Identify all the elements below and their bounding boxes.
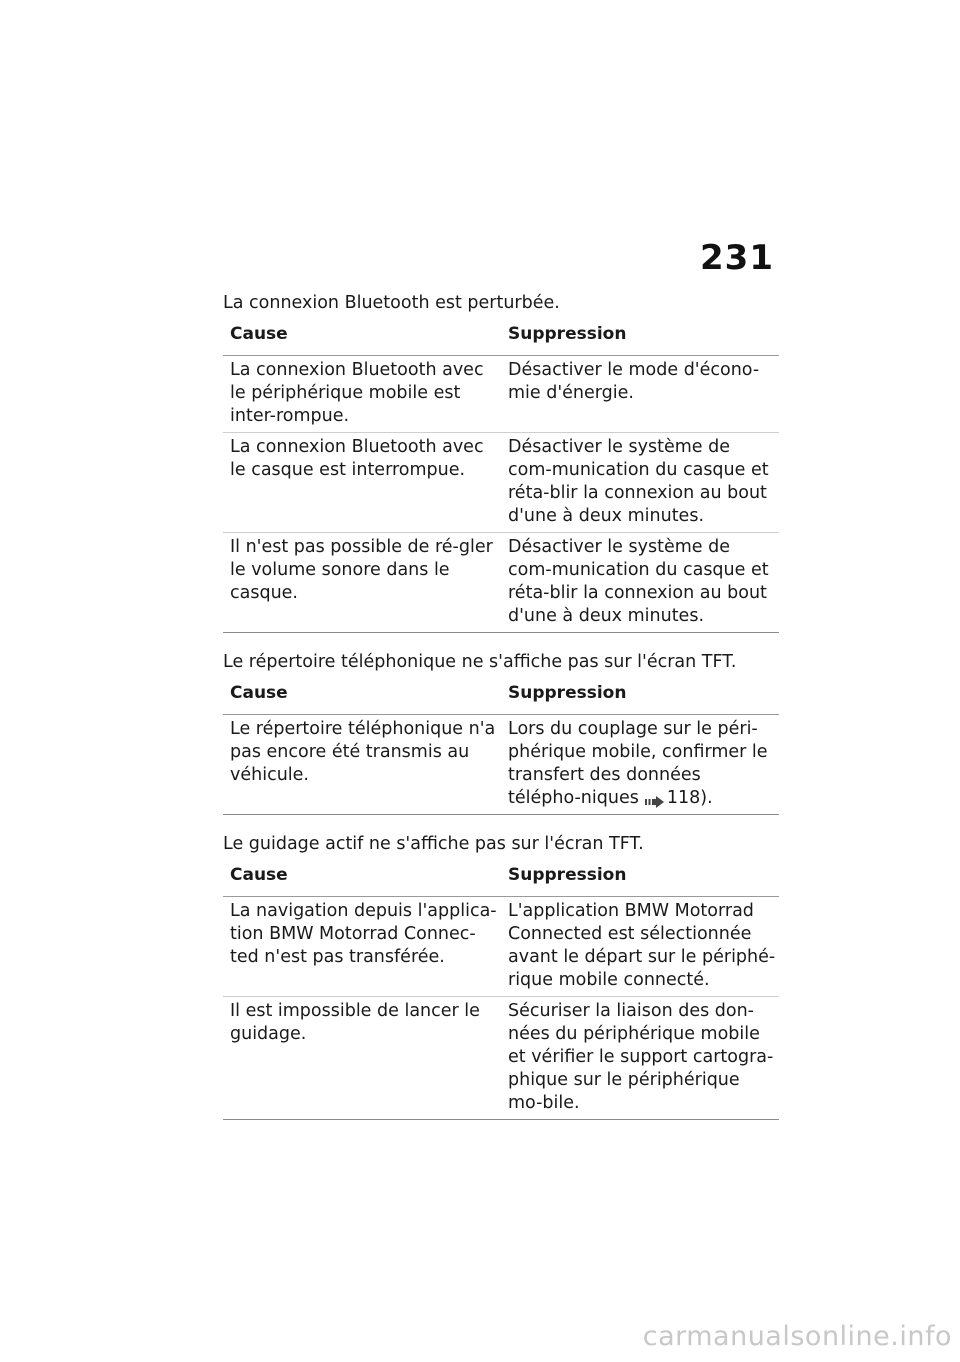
cause-cell: La connexion Bluetooth avec le casque est interrompue. <box>230 437 484 480</box>
table-row <box>223 715 779 815</box>
table-row <box>223 997 779 1120</box>
page-reference[interactable]: 118). <box>666 788 713 808</box>
header-fix: Suppression <box>508 324 627 344</box>
fix-cell: Désactiver le système de com-munication du casque et réta-blir la connexion au bout d'une à deux minutes. <box>508 537 769 626</box>
fix-cell: Désactiver le système de com-munication du casque et réta-blir la connexion au bout d'une à deux minutes. <box>508 437 769 526</box>
section-title: Le répertoire téléphonique ne s'affiche pas sur l'écran TFT. <box>223 652 737 672</box>
troubleshooting-table <box>223 678 779 815</box>
troubleshooting-table <box>223 860 779 1120</box>
table-row <box>223 897 779 997</box>
table-row <box>223 356 779 433</box>
header-cause: Cause <box>230 324 288 344</box>
table-header <box>223 319 779 356</box>
page-number: 231 <box>700 238 774 278</box>
fix-cell <box>501 718 779 810</box>
fix-text: Lors du couplage sur le péri-phérique mobile, confirmer le transfert des données télépho-niques <box>508 719 768 808</box>
fix-cell: Désactiver le mode d'écono-mie d'énergie. <box>508 360 760 403</box>
fix-cell: Sécuriser la liaison des don-nées du périphérique mobile et vérifier le support cartogra-phique sur le périphérique mo-bile. <box>508 1001 774 1113</box>
fix-cell: L'application BMW Motorrad Connected est sélectionnée avant le départ sur le périphé-rique mobile connecté. <box>508 901 776 990</box>
section-guidance <box>223 833 779 1120</box>
section-title: La connexion Bluetooth est perturbée. <box>223 293 560 313</box>
header-fix: Suppression <box>508 683 627 703</box>
cause-cell: Il n'est pas possible de ré-gler le volume sonore dans le casque. <box>230 537 493 603</box>
header-cause: Cause <box>230 865 288 885</box>
section-bluetooth <box>223 292 779 633</box>
cause-cell: La connexion Bluetooth avec le périphérique mobile est inter-rompue. <box>230 360 484 426</box>
section-title: Le guidage actif ne s'affiche pas sur l'écran TFT. <box>223 834 644 854</box>
table-row <box>223 533 779 633</box>
cause-cell: La navigation depuis l'applica-tion BMW Motorrad Connec-ted n'est pas transférée. <box>230 901 497 967</box>
watermark: carmanualsonline.info <box>642 1321 952 1352</box>
cause-cell: Il est impossible de lancer le guidage. <box>230 1001 480 1044</box>
page-content <box>223 292 779 1138</box>
table-header <box>223 678 779 715</box>
header-cause: Cause <box>230 683 288 703</box>
page-reference-arrow-icon <box>645 792 665 804</box>
header-fix: Suppression <box>508 865 627 885</box>
cause-cell: Le répertoire téléphonique n'a pas encore été transmis au véhicule. <box>230 719 496 785</box>
section-phonebook <box>223 651 779 815</box>
table-row <box>223 433 779 533</box>
table-header <box>223 860 779 897</box>
troubleshooting-table <box>223 319 779 633</box>
